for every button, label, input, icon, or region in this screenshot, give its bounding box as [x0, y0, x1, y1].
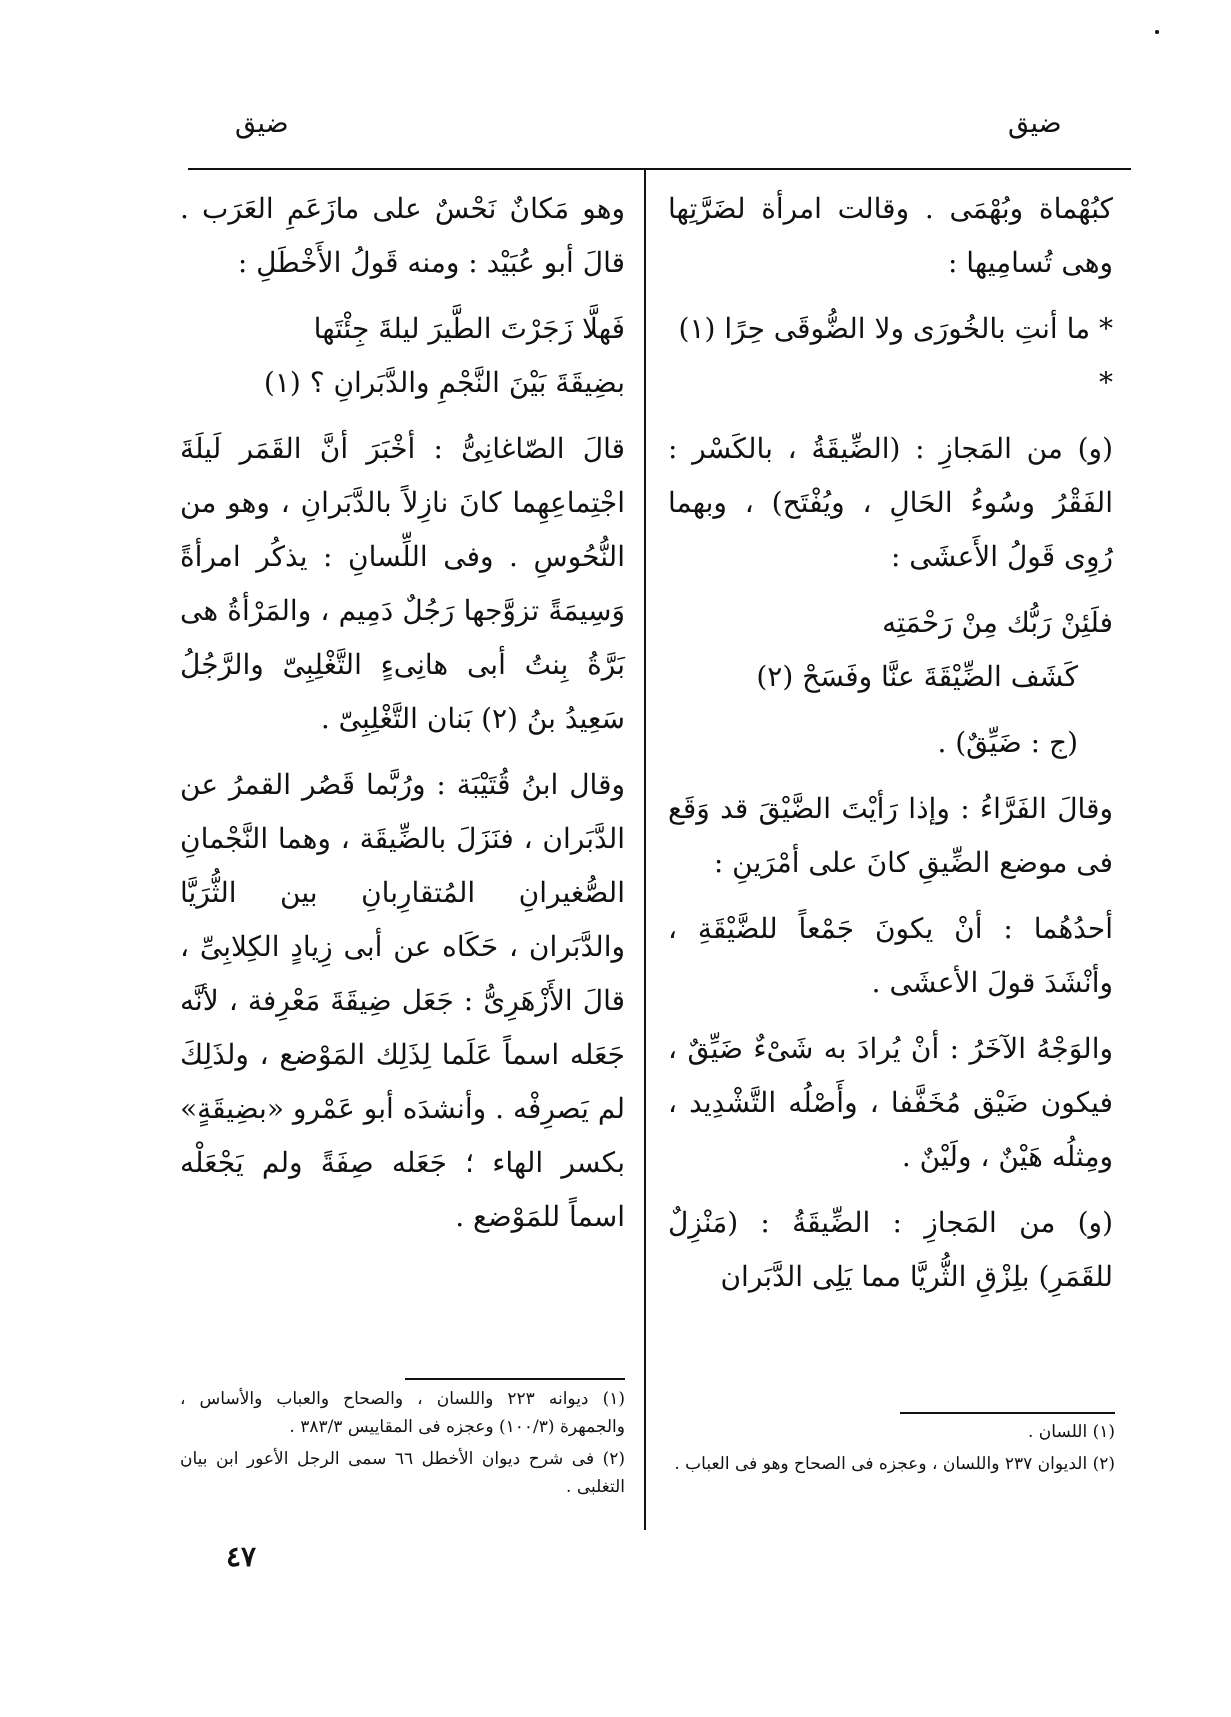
right-paragraph-7: (و) من المَجازِ : الضِّيقَةُ : (مَنْزِلٌ للقَمَرِ) بلِزْقِ الثُّريَّا مما يَلِى الدَّبَران: [668, 1206, 1113, 1293]
footnotes-left: [180, 1385, 625, 1505]
speck-mark: [1155, 30, 1159, 34]
header-headword-right: ضيق: [1008, 108, 1062, 139]
left-verse-line-1: فَهلَّا زَجَرْتَ الطَّيرَ ليلةَ جِئْتَها: [313, 312, 625, 345]
footnote-right-2: (٢) الديوان ٢٣٧ واللسان ، وعجزه فى الصحاح وهو فى العباب .: [674, 1454, 1115, 1474]
right-paragraph-3: (ج : ضَيِّقٌ) .: [937, 726, 1078, 759]
footnote-right-1: (١) اللسان .: [1028, 1422, 1115, 1442]
footnotes-right: [668, 1418, 1115, 1482]
right-verse-2-line-2: كَشَف الضِّيْقَةَ عنَّا وفَسَحْ (٢): [756, 660, 1078, 693]
footnote-rule-left: [405, 1378, 625, 1380]
left-verse-line-2: بضِيقَةَ بَيْنَ النَّجْمِ والدَّبَرانِ ؟ (١): [263, 366, 625, 399]
page-number: ٤٧: [226, 1540, 257, 1573]
right-paragraph-6: والوَجْهُ الآخَرُ : أنْ يُرادَ به شَىْءٌ ضَيِّقٌ ، فيكون ضَيْق مُخَفَّفا ، وأَصْلُه التَّشْدِيد ، ومِثلُه هَيْنٌ ، ولَيْنٌ .: [668, 1032, 1113, 1173]
left-paragraph-3: وقال ابنُ قُتَيْبَة : ورُبَّما قَصُر القمرُ عن الدَّبَران ، فنَزَلَ بالضِّيقَة ، وهما النَّجْمانِ الصُّغيرانِ المُتقارِبانِ بين الثُّرَيَّا والدَّبَران ، حَكَاه عن أبى زِيادٍ الكِلابِىِّ ، قالَ الأَزْهَرِىُّ : جَعَل ضِيقَةَ مَعْرِفة ، لأنَّه جَعَله اسماً عَلَما لِذَلِك المَوْضع ، ولذَلِكَ لم يَصرِفْه . وأنشدَه أبو عَمْرو «بضِيقَةٍ» بكسر الهاء ؛ جَعَله صِفَةً ولم يَجْعَلْه اسماً للمَوْضع .: [180, 768, 625, 1233]
left-column: [180, 182, 625, 1256]
footnote-rule-right: [900, 1412, 1115, 1414]
right-paragraph-5: أحدُهُما : أنْ يكونَ جَمْعاً للضَّيْقَةِ ، وأنْشَدَ قولَ الأعشَى .: [668, 912, 1113, 999]
left-paragraph-1: وهو مَكانٌ نَحْسٌ على مازَعَمِ العَرَب . قالَ أبو عُبَيْد : ومنه قَولُ الأَخْطَلِ :: [180, 192, 625, 279]
left-paragraph-2: قالَ الصّاغانِىُّ : أخْبَرَ أنَّ القَمَر لَيلَةَ اجْتِماعِهِما كانَ نازِلاً بالدَّبَرانِ ، وهو من النُّحُوسِ . وفى اللِّسانِ : يذكُر امرأةً وَسِيمَةً تزوَّجها رَجُلٌ دَمِيم ، والمَرْأةُ هى بَرَّةُ بِنتُ أبى هانِىءٍ التَّغْلِبِىّ والرَّجُلُ سَعِيدُ بنُ (٢) بَنان التَّغْلِبِىّ .: [180, 432, 625, 735]
footnote-left-2: (٢) فى شرح ديوان الأخطل ٦٦ سمى الرجل الأعور ابن بيان التغلبى .: [180, 1449, 625, 1497]
right-column: [668, 182, 1113, 1316]
right-verse-1: * ما أنتِ بالخُورَى ولا الضُّوقَى حِرًا (١) *: [678, 312, 1113, 399]
header-rule: [188, 168, 1131, 170]
column-divider: [644, 170, 646, 1530]
right-paragraph-4: وقالَ الفَرَّاءُ : وإذا رَأيْتَ الضَّيْقَ قد وَقَع فى موضع الضِّيقِ كانَ على أمْرَينِ :: [668, 792, 1113, 879]
right-paragraph-1: كبُهْماة وبُهْمَى . وقالت امرأة لضَرَّتِها وهى تُسامِيها :: [668, 192, 1113, 279]
header-headword-left: ضيق: [235, 108, 289, 139]
right-paragraph-2: (و) من المَجازِ : (الضِّيقَةُ ، بالكَسْر : الفَقْرُ وسُوءُ الحَالِ ، ويُفْتَح) ، وبهما رُوِى قَولُ الأَعشَى :: [668, 432, 1113, 573]
right-verse-2-line-1: فلَئِنْ رَبُّك مِنْ رَحْمَتِه: [882, 606, 1113, 639]
footnote-left-1: (١) ديوانه ٢٢٣ واللسان ، والصحاح والعباب والأساس ، والجمهرة (١٠٠/٣) وعجزه فى المقاييس ٣٨٣/٣ .: [180, 1389, 625, 1437]
